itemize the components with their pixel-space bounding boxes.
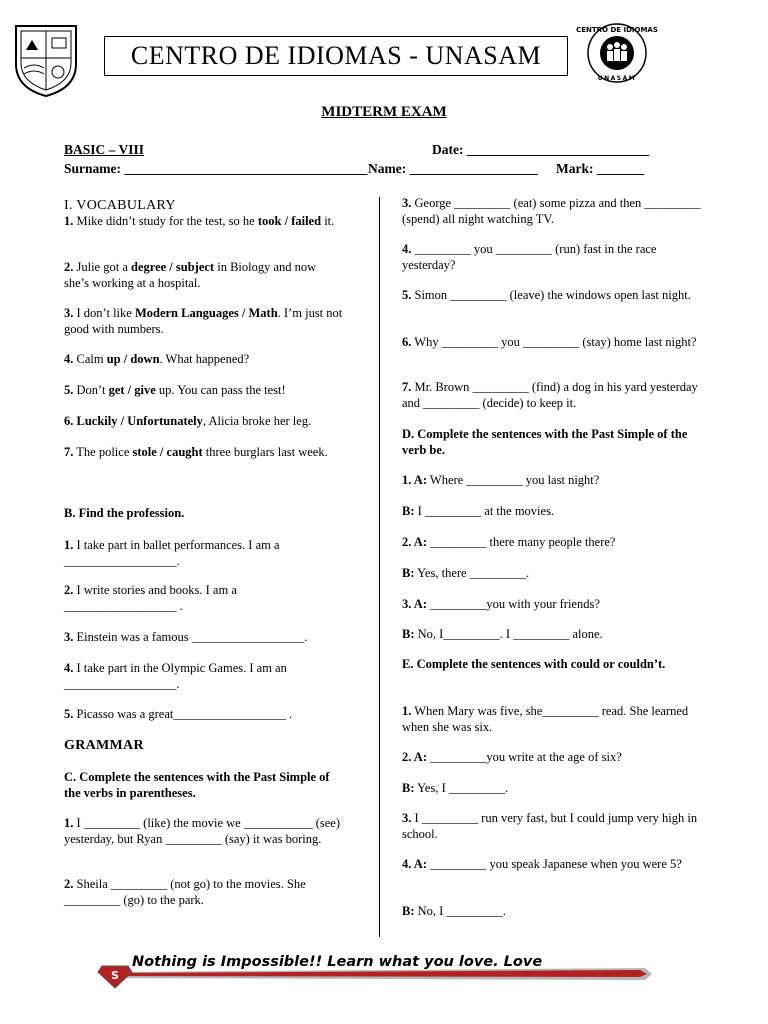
could-heading: E. Complete the sentences with could or couldn’t.: [402, 657, 666, 671]
vocab-item: 6. Luckily / Unfortunately, Alicia broke her leg.: [64, 414, 312, 428]
vocab-item: 4. Calm up / down. What happened?: [64, 352, 250, 366]
left-column: [64, 0, 344, 1024]
profession-item: 1. I take part in ballet performances. I am a __________________.: [64, 538, 280, 568]
surname-field: Surname: ____________________________________: [64, 161, 368, 176]
vocab-item: 1. Mike didn’t study for the test, so he took / failed it.: [64, 214, 335, 228]
verb-be-item: B: Yes, there _________.: [402, 566, 530, 580]
logo-right-text: CENTRO DE IDIOMAS: [576, 26, 658, 34]
could-item: B: Yes, I _________.: [402, 781, 509, 795]
verb-be-item: 3. A: _________you with your friends?: [402, 597, 600, 611]
grammar-item: 4. _________ you _________ (run) fast in the race yesterday?: [402, 242, 657, 272]
grammar-item: 1. I _________ (like) the movie we ___________ (see) yesterday, but Ryan _________ (say) it was boring.: [64, 816, 340, 846]
could-item: 4. A: _________ you speak Japanese when you were 5?: [402, 857, 682, 871]
vocab-item: 2. Julie got a degree / subject in Biology and now she’s working at a hospital.: [64, 260, 317, 290]
past-simple-heading: C. Complete the sentences with the Past Simple of the verbs in parentheses.: [64, 770, 330, 800]
could-item: 1. When Mary was five, she_________ read. She learned when she was six.: [402, 704, 689, 734]
mark-field: Mark: _______: [556, 161, 645, 176]
logo-right-subtext: UNASAM: [597, 75, 637, 82]
vocab-item: 5. Don’t get / give up. You can pass the test!: [64, 383, 286, 397]
profession-item: 4. I take part in the Olympic Games. I am an __________________.: [64, 661, 287, 691]
profession-item: 2. I write stories and books. I am a __________________ .: [64, 583, 237, 613]
exam-title: MIDTERM EXAM: [321, 104, 447, 120]
vocab-item: 7. The police stole / caught three burglars last week.: [64, 445, 328, 459]
name-field: Name: ___________________: [368, 161, 538, 176]
could-item: 3. I _________ run very fast, but I could jump very high in school.: [402, 811, 698, 841]
date-field: Date: ___________________________: [432, 142, 650, 157]
profession-item: 3. Einstein was a famous __________________.: [64, 630, 308, 644]
verb-be-item: B: I _________ at the movies.: [402, 504, 555, 518]
verb-be-item: 1. A: Where _________ you last night?: [402, 473, 600, 487]
svg-text:S: S: [111, 969, 119, 982]
right-column: [402, 0, 702, 1024]
grammar-heading: GRAMMAR: [64, 738, 144, 753]
verb-be-item: 2. A: _________ there many people there?: [402, 535, 616, 549]
vocab-item: 3. I don’t like Modern Languages / Math. I’m just not good with numbers.: [64, 306, 343, 336]
level-label: BASIC – VIII: [64, 142, 145, 157]
verb-be-item: B: No, I_________. I _________ alone.: [402, 627, 603, 641]
grammar-item: 2. Sheila _________ (not go) to the movies. She _________ (go) to the park.: [64, 877, 306, 907]
profession-item: 5. Picasso was a great__________________ .: [64, 707, 293, 721]
column-divider: [379, 197, 380, 937]
grammar-item: 6. Why _________ you _________ (stay) home last night?: [402, 335, 697, 349]
vocabulary-heading: I. VOCABULARY: [64, 198, 176, 213]
footer-slogan: Nothing is Impossible!! Learn what you love. Love: [132, 954, 543, 970]
could-item: 2. A: _________you write at the age of six?: [402, 750, 622, 764]
grammar-item: 7. Mr. Brown _________ (find) a dog in his yard yesterday and _________ (decide) to keep it.: [402, 380, 698, 410]
profession-heading: B. Find the profession.: [64, 506, 185, 520]
verb-be-heading: D. Complete the sentences with the Past Simple of the verb be.: [402, 427, 688, 457]
grammar-item: 3. George _________ (eat) some pizza and then _________ (spend) all night watching TV.: [402, 196, 701, 226]
could-item: B: No, I _________.: [402, 904, 506, 918]
grammar-item: 5. Simon _________ (leave) the windows open last night.: [402, 288, 691, 302]
institution-title: CENTRO DE IDIOMAS - UNASAM: [104, 36, 568, 76]
